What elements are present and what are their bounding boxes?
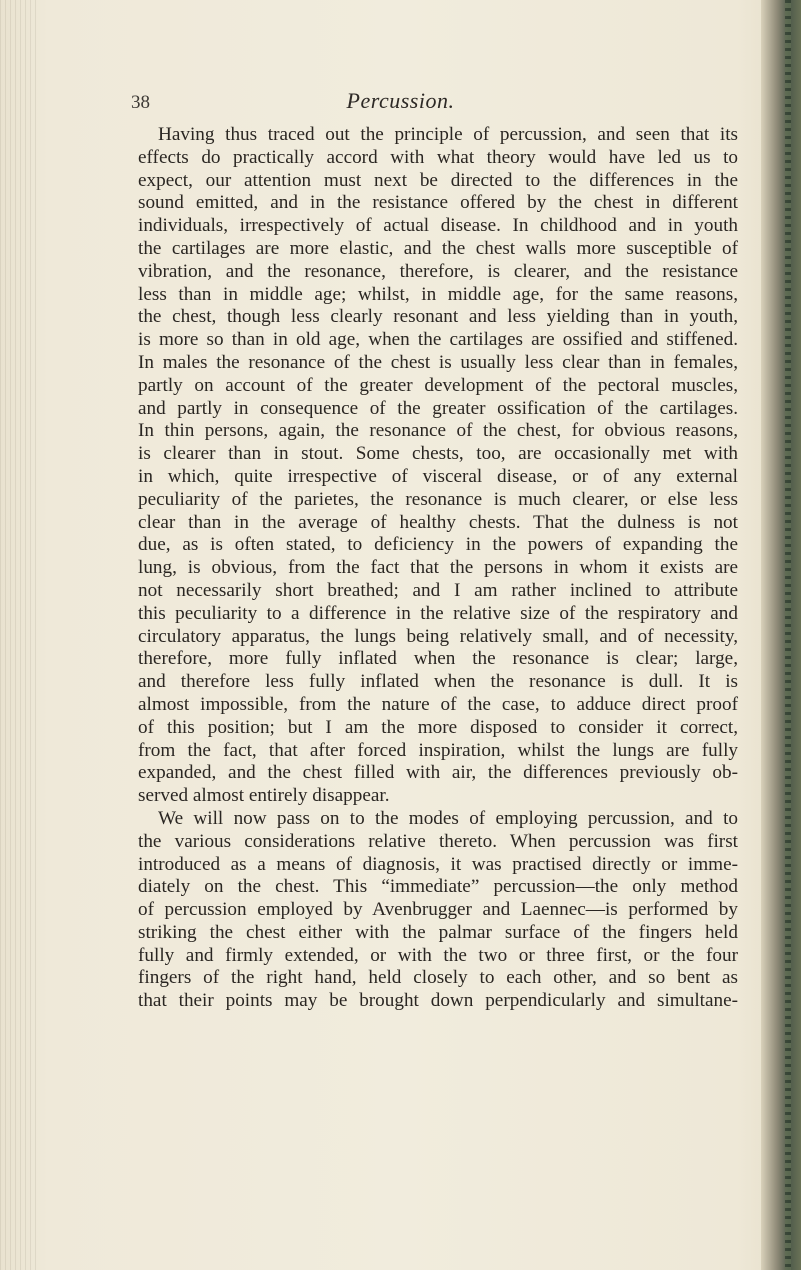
text-line: partly on account of the greater development of the pectoral muscles, bbox=[138, 374, 738, 396]
text-line: of this position; but I am the more disposed to consider it correct, bbox=[138, 716, 738, 738]
text-line: individuals, irrespectively of actual disease. In childhood and in youth bbox=[138, 215, 738, 237]
text-line: and therefore less fully inflated when the resonance is dull. It is bbox=[138, 671, 738, 693]
text-line: circulatory apparatus, the lungs being relatively small, and of necessity, bbox=[138, 625, 738, 647]
text-line: due, as is often stated, to deficiency in the powers of expanding the bbox=[138, 534, 738, 556]
text-line: Having thus traced out the principle of percussion, and seen that its bbox=[158, 124, 738, 145]
page-number: 38 bbox=[131, 92, 150, 113]
text-line: that their points may be brought down perpendicularly and simultane- bbox=[138, 990, 738, 1012]
text-line: diately on the chest. This “immediate” percussion—the only method bbox=[138, 876, 738, 898]
text-line: In males the resonance of the chest is usually less clear than in females, bbox=[138, 351, 738, 373]
text-line: In thin persons, again, the resonance of the chest, for obvious reasons, bbox=[138, 420, 738, 442]
text-line: expect, our attention must next be directed to the differences in the bbox=[138, 169, 738, 191]
text-line: served almost entirely disappear. bbox=[138, 785, 390, 807]
text-line: peculiarity of the parietes, the resonance is much clearer, or else less bbox=[138, 488, 738, 510]
text-line: of percussion employed by Avenbrugger and Laennec—is performed by bbox=[138, 899, 738, 921]
text-line: effects do practically accord with what theory would have led us to bbox=[138, 146, 738, 168]
text-line: lung, is obvious, from the fact that the persons in whom it exists are bbox=[138, 557, 738, 579]
text-line: is clearer than in stout. Some chests, too, are occasionally met with bbox=[138, 443, 738, 465]
text-line: vibration, and the resonance, therefore, is clearer, and the resistance bbox=[138, 260, 738, 282]
body-text bbox=[138, 124, 738, 1013]
text-line: not necessarily short breathed; and I am rather inclined to attribute bbox=[138, 579, 738, 601]
text-line: the various considerations relative thereto. When percussion was first bbox=[138, 830, 738, 852]
text-line: the chest, though less clearly resonant and less yielding than in youth, bbox=[138, 306, 738, 328]
binding-edge-texture bbox=[785, 0, 791, 1270]
running-title: Percussion. bbox=[346, 88, 455, 113]
text-line: clear than in the average of healthy chests. That the dulness is not bbox=[138, 511, 738, 533]
text-line: sound emitted, and in the resistance offered by the chest in different bbox=[138, 192, 738, 214]
text-line: the cartilages are more elastic, and the chest walls more susceptible of bbox=[138, 237, 738, 259]
text-line: less than in middle age; whilst, in middle age, for the same reasons, bbox=[138, 283, 738, 305]
text-line: fingers of the right hand, held closely to each other, and so bent as bbox=[138, 967, 738, 989]
text-line: striking the chest either with the palmar surface of the fingers held bbox=[138, 921, 738, 943]
text-line: fully and firmly extended, or with the two or three first, or the four bbox=[138, 944, 738, 966]
text-line: in which, quite irrespective of visceral disease, or of any external bbox=[138, 465, 738, 487]
text-line: therefore, more fully inflated when the resonance is clear; large, bbox=[138, 648, 738, 670]
text-line: from the fact, that after forced inspiration, whilst the lungs are fully bbox=[138, 739, 738, 761]
text-line: almost impossible, from the nature of the case, to adduce direct proof bbox=[138, 693, 738, 715]
page-gutter-left bbox=[0, 0, 40, 1270]
text-line: expanded, and the chest filled with air, the differences previously ob- bbox=[138, 762, 738, 784]
text-line: this peculiarity to a difference in the relative size of the respiratory and bbox=[138, 602, 738, 624]
page-edge-right bbox=[761, 0, 801, 1270]
text-line: We will now pass on to the modes of employing percussion, and to bbox=[158, 807, 738, 829]
text-line: introduced as a means of diagnosis, it was practised directly or imme- bbox=[138, 853, 738, 875]
text-line: and partly in consequence of the greater ossification of the cartilages. bbox=[138, 397, 738, 419]
text-line: is more so than in old age, when the cartilages are ossified and stiffened. bbox=[138, 329, 738, 351]
